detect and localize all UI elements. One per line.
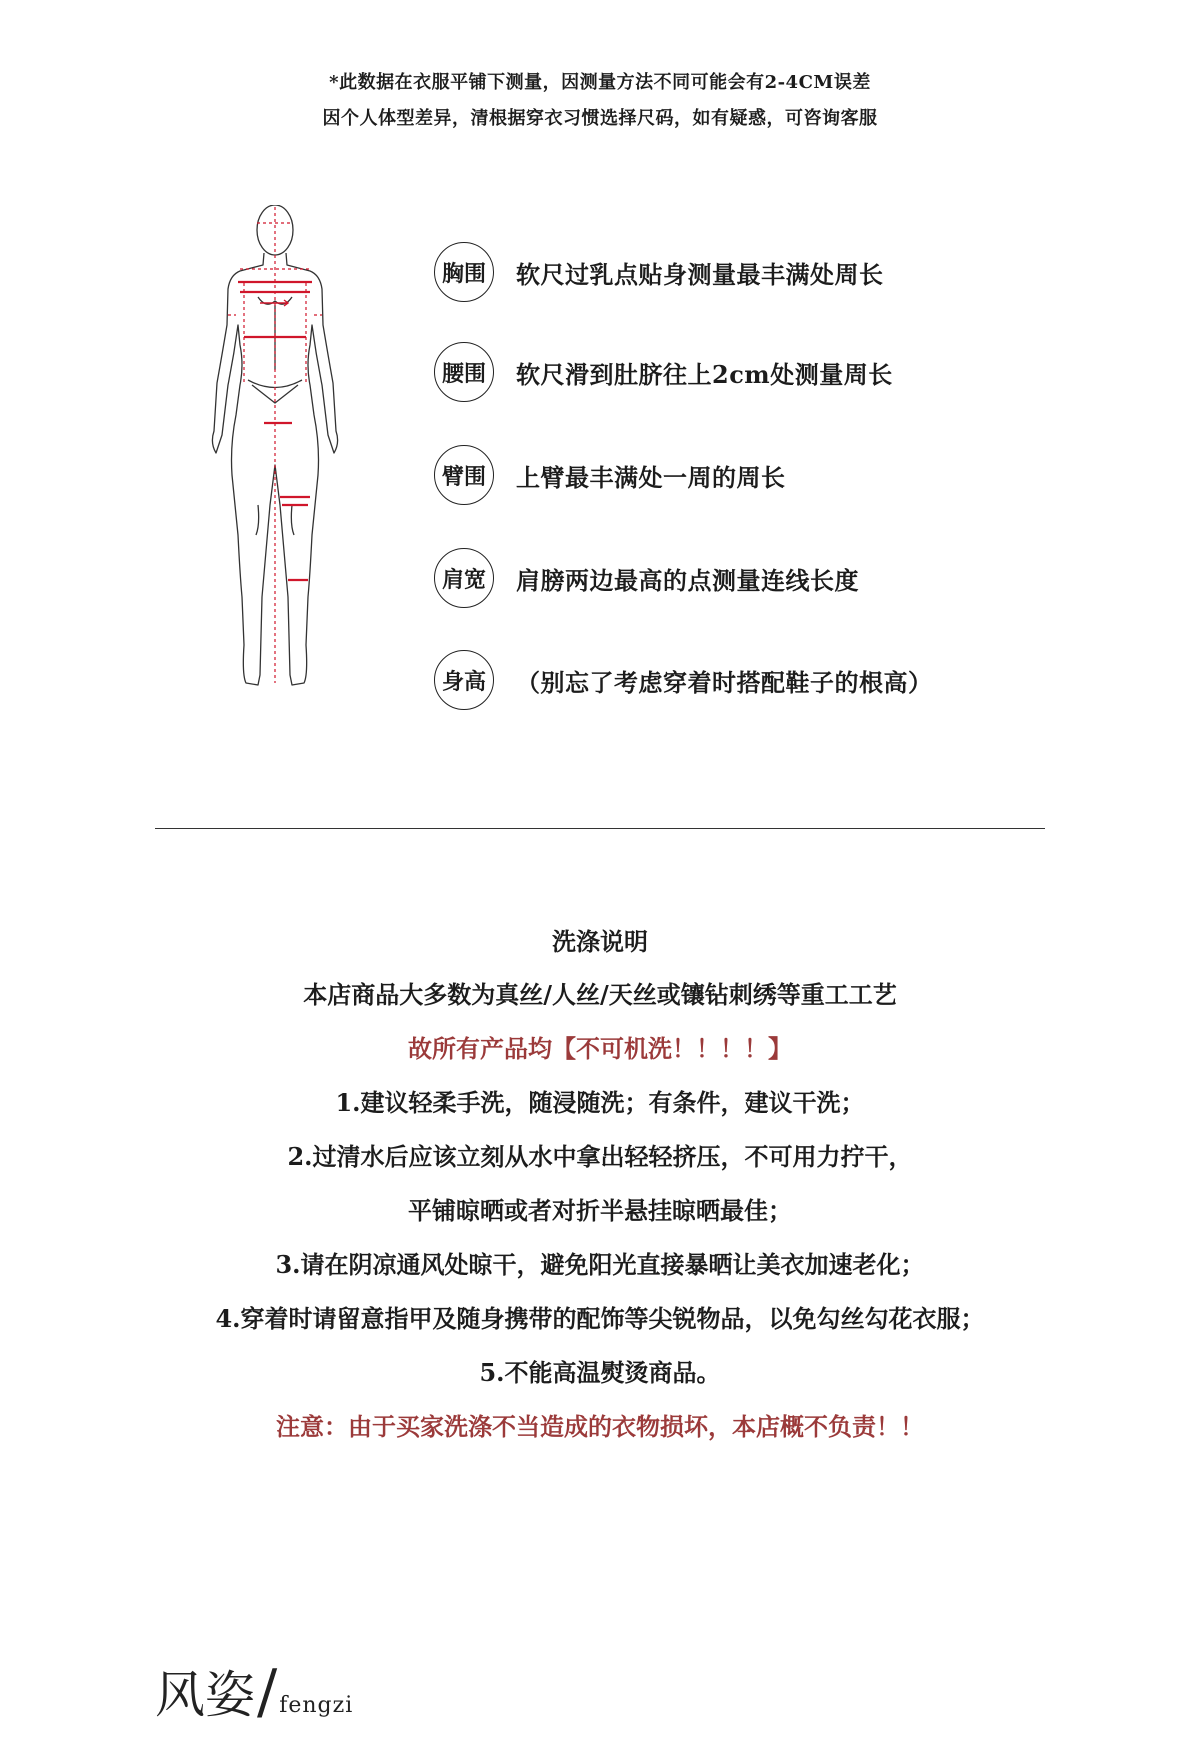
measure-label-arm: 臂围	[434, 445, 494, 505]
measure-row-chest	[434, 240, 884, 304]
measure-label-shoulder: 肩宽	[434, 548, 494, 608]
washing-line-1: 1.建议轻柔手洗，随浸随洗；有条件，建议干洗；	[335, 1088, 865, 1117]
measurement-notice-line-2: 因个人体型差异，清根据穿衣习惯选择尺码，如有疑惑，可咨询客服	[322, 108, 878, 129]
measure-row-shoulder	[434, 546, 859, 610]
washing-warning: 故所有产品均【不可机洗！！！！】	[408, 1034, 792, 1063]
washing-line-4: 3.请在阴凉通风处晾干，避免阳光直接暴晒让美衣加速老化；	[275, 1250, 925, 1279]
measure-desc-height: （别忘了考虑穿着时搭配鞋子的根高）	[516, 667, 933, 697]
measure-label-chest: 胸围	[434, 242, 494, 302]
body-measurement-figure	[200, 205, 350, 715]
measure-row-waist	[434, 340, 893, 404]
measure-row-height	[434, 648, 933, 712]
brand-name-en: fengzi	[279, 1693, 354, 1718]
washing-line-2: 2.过清水后应该立刻从水中拿出轻轻挤压，不可用力拧干，	[287, 1142, 913, 1171]
washing-disclaimer: 注意：由于买家洗涤不当造成的衣物损坏，本店概不负责！！	[276, 1412, 924, 1441]
brand-slash: /	[257, 1657, 278, 1727]
measure-label-height: 身高	[434, 650, 494, 710]
washing-line-6: 5.不能高温熨烫商品。	[479, 1358, 721, 1387]
measure-row-arm	[434, 443, 786, 507]
washing-intro: 本店商品大多数为真丝/人丝/天丝或镶钻刺绣等重工工艺	[303, 980, 897, 1009]
figure-head	[257, 205, 293, 255]
washing-title: 洗涤说明	[552, 927, 648, 956]
measure-desc-chest: 软尺过乳点贴身测量最丰满处周长	[516, 259, 884, 289]
washing-line-5: 4.穿着时请留意指甲及随身携带的配饰等尖锐物品，以免勾丝勾花衣服；	[215, 1304, 985, 1333]
section-divider	[155, 828, 1045, 829]
brand-name-cn: 风姿	[155, 1666, 255, 1724]
measure-desc-shoulder: 肩膀两边最高的点测量连线长度	[516, 565, 859, 595]
washing-line-3: 平铺晾晒或者对折半悬挂晾晒最佳；	[408, 1196, 792, 1225]
measure-label-waist: 腰围	[434, 342, 494, 402]
measure-desc-waist: 软尺滑到肚脐往上2cm处测量周长	[516, 359, 893, 389]
brand-logo	[155, 1655, 353, 1727]
measurement-notice-line-1: *此数据在衣服平铺下测量，因测量方法不同可能会有2-4CM误差	[329, 72, 871, 93]
measure-desc-arm: 上臂最丰满处一周的周长	[516, 462, 786, 492]
